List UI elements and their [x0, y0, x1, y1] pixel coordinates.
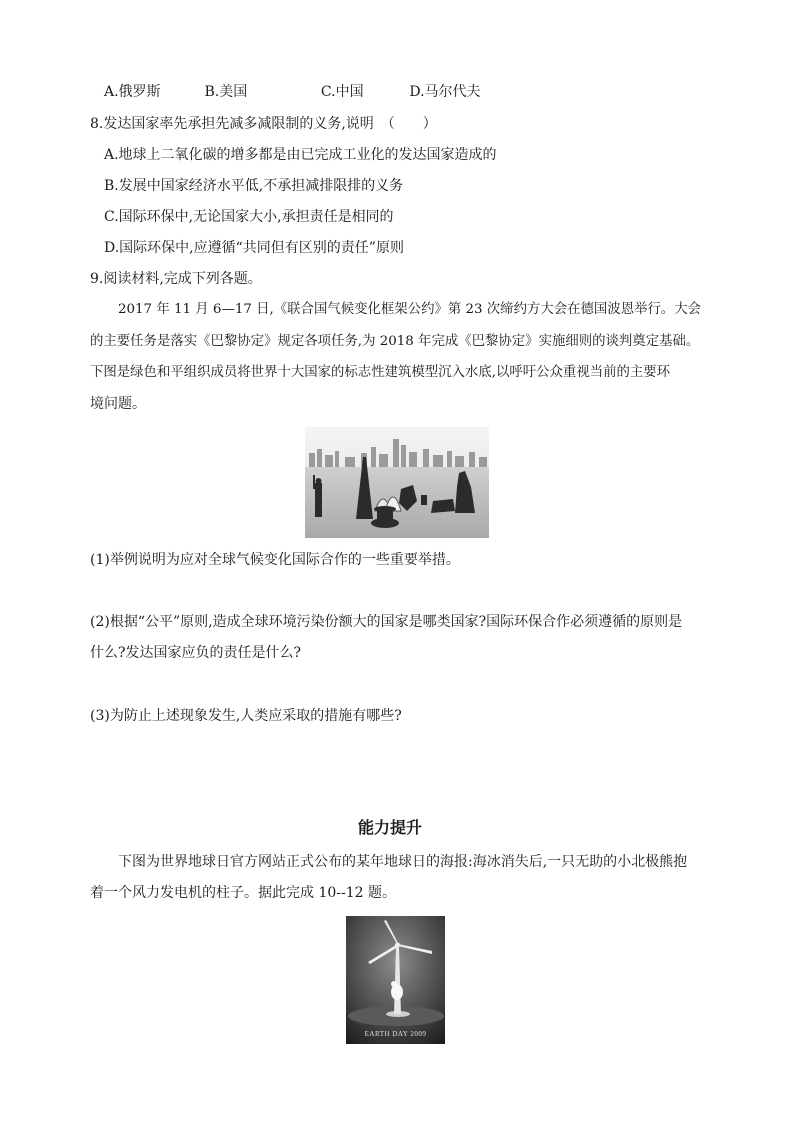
q8-option-b: B.发展中国家经济水平低,不承担减排限排的义务	[104, 178, 404, 194]
q9-material-line-4: 境问题。	[90, 396, 146, 412]
q9-sub3: (3)为防止上述现象发生,人类应采取的措施有哪些?	[90, 708, 402, 724]
q7-options	[104, 82, 481, 102]
section-intro-line-1: 下图为世界地球日官方网站正式公布的某年地球日的海报:海冰消失后,一只无助的小北极熊抱	[118, 854, 688, 870]
sunken-landmarks-photo	[305, 427, 489, 538]
q9-material-line-1: 2017 年 11 月 6—17 日,《联合国气候变化框架公约》第 23 次缔约方大会在德国波恩举行。大会	[118, 302, 702, 317]
q9-material-line-2: 的主要任务是落实《巴黎协定》规定各项任务,为 2018 年完成《巴黎协定》实施细则的谈判奠定基础。	[90, 334, 700, 349]
q9-stem: 9.阅读材料,完成下列各题。	[90, 271, 262, 287]
q9-sub2-line-1: (2)根据“公平”原则,造成全球环境污染份额大的国家是哪类国家?国际环保合作必须遵循的原则是	[90, 614, 683, 630]
section-intro-line-2: 着一个风力发电机的柱子。据此完成 10--12 题。	[90, 885, 396, 901]
poster-artwork	[346, 916, 445, 1044]
q7-option-d: D.马尔代夫	[409, 84, 481, 100]
q8-stem: 8.发达国家率先承担先减多减限制的义务,说明 （ ）	[90, 116, 437, 132]
q7-option-b: B.美国	[204, 84, 248, 100]
q7-option-c: C.中国	[320, 84, 364, 100]
section-title: 能力提升	[358, 818, 423, 837]
q8-option-c: C.国际环保中,无论国家大小,承担责任是相同的	[104, 209, 394, 225]
q9-material-line-3: 下图是绿色和平组织成员将世界十大国家的标志性建筑模型沉入水底,以呼吁公众重视当前的主要环	[90, 365, 671, 380]
q9-sub2-line-2: 什么?发达国家应负的责任是什么?	[90, 645, 302, 661]
q8-option-d: D.国际环保中,应遵循“共同但有区别的责任”原则	[104, 240, 404, 256]
earth-day-poster	[346, 916, 445, 1044]
poster-caption: EARTH DAY 2009	[364, 1030, 427, 1038]
q8-option-a: A.地球上二氧化碳的增多都是由已完成工业化的发达国家造成的	[104, 147, 497, 163]
q7-option-a: A.俄罗斯	[104, 84, 161, 100]
q9-sub1: (1)举例说明为应对全球气候变化国际合作的一些重要举措。	[90, 552, 460, 568]
